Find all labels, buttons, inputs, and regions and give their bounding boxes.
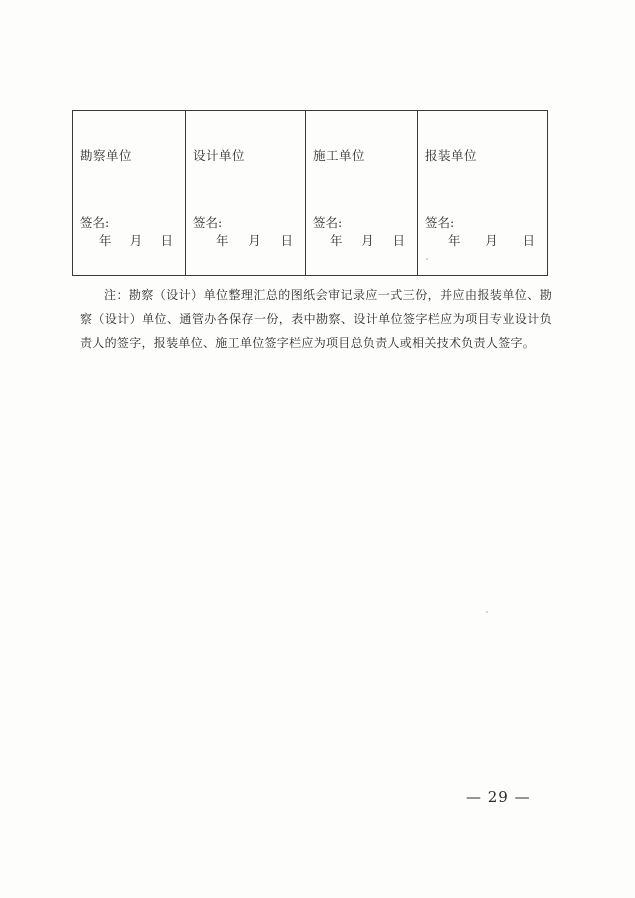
signature-label: 签名: (193, 215, 223, 230)
unit-label: 设计单位 (193, 148, 246, 163)
signature-cell-construction (306, 111, 418, 275)
signature-label: 签名: (425, 215, 455, 230)
signature-cell-design (186, 111, 306, 275)
unit-label: 勘察单位 (80, 148, 133, 163)
signature-label: 签名: (313, 215, 343, 230)
signature-table (72, 110, 548, 276)
unit-label: 施工单位 (313, 148, 366, 163)
month-label: 月 (361, 233, 374, 248)
year-label: 年 (330, 233, 343, 248)
month-label: 月 (129, 233, 143, 248)
day-label: 日 (160, 233, 173, 248)
date-row (448, 231, 539, 249)
signature-cell-applicant (418, 111, 547, 275)
page-number: — 29 — (466, 788, 531, 806)
month-label: 月 (248, 233, 261, 248)
signature-cell-survey (73, 111, 186, 275)
month-label: 月 (485, 233, 498, 248)
date-row (330, 231, 409, 249)
date-row (216, 231, 297, 249)
day-label: 日 (522, 233, 535, 248)
note-text: 注：勘察（设计）单位整理汇总的图纸会审记录应一式三份，并应由报装单位、勘察（设计）单位、通管办各保存一份，表中勘察、设计单位签字栏应为项目专业设计负责人的签字，报装单位、施工单位签字栏应为项目总负责人或相关技术负责人签字。 (80, 288, 552, 350)
day-label: 日 (280, 233, 293, 248)
year-label: 年 (216, 233, 229, 248)
signature-label: 签名: (80, 215, 110, 230)
table-note (80, 283, 552, 355)
day-label: 日 (392, 233, 405, 248)
unit-label: 报装单位 (425, 148, 478, 163)
scan-speck (486, 611, 488, 613)
year-label: 年 (99, 233, 112, 248)
year-label: 年 (448, 233, 461, 248)
date-row (99, 231, 177, 249)
scan-speck (426, 258, 428, 260)
